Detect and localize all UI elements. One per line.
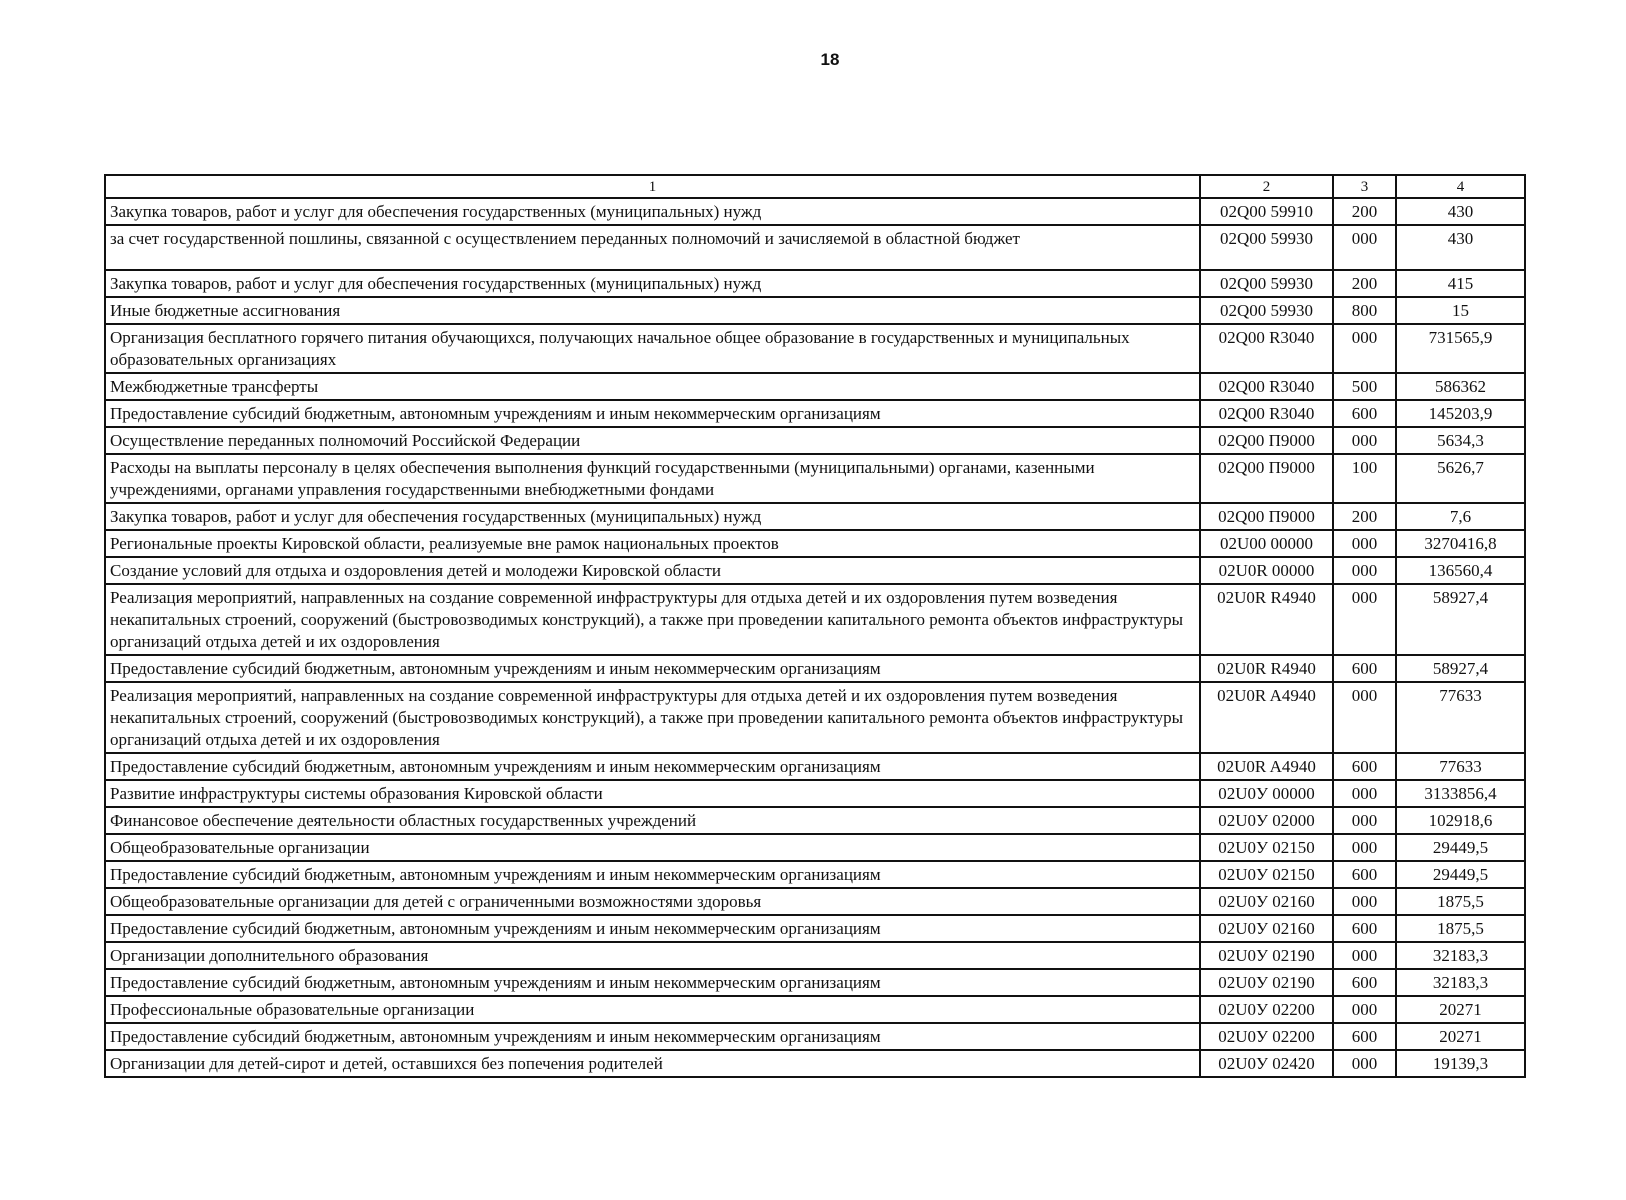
row-code-cell: 02Q00 59930 <box>1200 225 1333 270</box>
row-amount-cell: 3133856,4 <box>1396 780 1525 807</box>
row-code-cell: 02Q00 R3040 <box>1200 373 1333 400</box>
row-type-cell: 000 <box>1333 888 1396 915</box>
row-name-cell: Реализация мероприятий, направленных на создание современной инфраструктуры для отдыха детей и их оздоровления путем возведения некапитальных строений, сооружений (быстровозводимых конструкций), а также при проведении капитального ремонта объектов инфраструктуры организаций отдыха детей и их оздоровления <box>105 682 1200 753</box>
row-amount-cell: 20271 <box>1396 996 1525 1023</box>
row-name-cell: Реализация мероприятий, направленных на создание современной инфраструктуры для отдыха детей и их оздоровления путем возведения некапитальных строений, сооружений (быстровозводимых конструкций), а также при проведении капитального ремонта объектов инфраструктуры организаций отдыха детей и их оздоровления <box>105 584 1200 655</box>
row-name-cell: Иные бюджетные ассигнования <box>105 297 1200 324</box>
table-row <box>105 270 1525 297</box>
row-type-cell: 600 <box>1333 655 1396 682</box>
row-name-cell: Предоставление субсидий бюджетным, автономным учреждениям и иным некоммерческим организациям <box>105 915 1200 942</box>
row-type-cell: 000 <box>1333 584 1396 655</box>
row-code-cell: 02U0R A4940 <box>1200 682 1333 753</box>
table-row <box>105 297 1525 324</box>
table-row <box>105 1050 1525 1077</box>
row-name-cell: Предоставление субсидий бюджетным, автономным учреждениям и иным некоммерческим организациям <box>105 1023 1200 1050</box>
table-row <box>105 557 1525 584</box>
row-code-cell: 02Q00 R3040 <box>1200 324 1333 373</box>
table-body <box>105 198 1525 1077</box>
row-code-cell: 02U0R 00000 <box>1200 557 1333 584</box>
row-code-cell: 02Q00 59930 <box>1200 270 1333 297</box>
table-row <box>105 503 1525 530</box>
column-header-1: 1 <box>105 175 1200 198</box>
row-code-cell: 02U0R R4940 <box>1200 584 1333 655</box>
row-name-cell: Закупка товаров, работ и услуг для обеспечения государственных (муниципальных) нужд <box>105 270 1200 297</box>
table-row <box>105 373 1525 400</box>
row-name-cell: за счет государственной пошлины, связанной с осуществлением переданных полномочий и зачисляемой в областной бюджет <box>105 225 1200 270</box>
row-type-cell: 600 <box>1333 1023 1396 1050</box>
row-name-cell: Развитие инфраструктуры системы образования Кировской области <box>105 780 1200 807</box>
row-type-cell: 000 <box>1333 225 1396 270</box>
row-code-cell: 02U0У 02200 <box>1200 1023 1333 1050</box>
row-code-cell: 02U0У 02200 <box>1200 996 1333 1023</box>
row-code-cell: 02U0У 02150 <box>1200 834 1333 861</box>
table-row <box>105 915 1525 942</box>
row-name-cell: Организации для детей-сирот и детей, оставшихся без попечения родителей <box>105 1050 1200 1077</box>
page-number: 18 <box>820 50 840 69</box>
row-type-cell: 600 <box>1333 915 1396 942</box>
row-name-cell: Осуществление переданных полномочий Российской Федерации <box>105 427 1200 454</box>
row-code-cell: 02U0У 02160 <box>1200 915 1333 942</box>
row-type-cell: 600 <box>1333 753 1396 780</box>
row-code-cell: 02Q00 59910 <box>1200 198 1333 225</box>
table-row <box>105 454 1525 503</box>
row-name-cell: Межбюджетные трансферты <box>105 373 1200 400</box>
row-type-cell: 200 <box>1333 198 1396 225</box>
row-amount-cell: 145203,9 <box>1396 400 1525 427</box>
row-amount-cell: 20271 <box>1396 1023 1525 1050</box>
row-name-cell: Организации дополнительного образования <box>105 942 1200 969</box>
row-code-cell: 02Q00 59930 <box>1200 297 1333 324</box>
table-row <box>105 324 1525 373</box>
row-name-cell: Предоставление субсидий бюджетным, автономным учреждениям и иным некоммерческим организациям <box>105 753 1200 780</box>
table-row <box>105 427 1525 454</box>
row-amount-cell: 15 <box>1396 297 1525 324</box>
column-header-2: 2 <box>1200 175 1333 198</box>
row-amount-cell: 731565,9 <box>1396 324 1525 373</box>
row-name-cell: Расходы на выплаты персоналу в целях обеспечения выполнения функций государственными (муниципальными) органами, казенными учреждениями, органами управления государственными внебюджетными фондами <box>105 454 1200 503</box>
row-type-cell: 000 <box>1333 996 1396 1023</box>
row-amount-cell: 77633 <box>1396 753 1525 780</box>
row-type-cell: 000 <box>1333 807 1396 834</box>
row-amount-cell: 586362 <box>1396 373 1525 400</box>
row-type-cell: 000 <box>1333 780 1396 807</box>
row-amount-cell: 32183,3 <box>1396 942 1525 969</box>
row-amount-cell: 77633 <box>1396 682 1525 753</box>
row-code-cell: 02Q00 П9000 <box>1200 427 1333 454</box>
table-row <box>105 969 1525 996</box>
row-amount-cell: 1875,5 <box>1396 888 1525 915</box>
row-name-cell: Предоставление субсидий бюджетным, автономным учреждениям и иным некоммерческим организациям <box>105 655 1200 682</box>
row-name-cell: Профессиональные образовательные организации <box>105 996 1200 1023</box>
row-amount-cell: 58927,4 <box>1396 655 1525 682</box>
row-amount-cell: 32183,3 <box>1396 969 1525 996</box>
table-row <box>105 753 1525 780</box>
table-row <box>105 530 1525 557</box>
row-type-cell: 000 <box>1333 834 1396 861</box>
table-row <box>105 834 1525 861</box>
row-name-cell: Региональные проекты Кировской области, реализуемые вне рамок национальных проектов <box>105 530 1200 557</box>
row-amount-cell: 5626,7 <box>1396 454 1525 503</box>
row-code-cell: 02U0У 00000 <box>1200 780 1333 807</box>
row-name-cell: Общеобразовательные организации <box>105 834 1200 861</box>
table-header-row <box>105 175 1525 198</box>
row-type-cell: 000 <box>1333 427 1396 454</box>
row-type-cell: 200 <box>1333 270 1396 297</box>
row-amount-cell: 19139,3 <box>1396 1050 1525 1077</box>
table-row <box>105 807 1525 834</box>
row-code-cell: 02U0У 02190 <box>1200 969 1333 996</box>
row-amount-cell: 58927,4 <box>1396 584 1525 655</box>
budget-table <box>104 174 1526 1078</box>
row-code-cell: 02Q00 П9000 <box>1200 454 1333 503</box>
table-row <box>105 400 1525 427</box>
row-amount-cell: 136560,4 <box>1396 557 1525 584</box>
row-code-cell: 02U0У 02150 <box>1200 861 1333 888</box>
row-amount-cell: 415 <box>1396 270 1525 297</box>
table-row <box>105 225 1525 270</box>
row-type-cell: 100 <box>1333 454 1396 503</box>
row-amount-cell: 7,6 <box>1396 503 1525 530</box>
row-amount-cell: 430 <box>1396 198 1525 225</box>
row-code-cell: 02U0У 02420 <box>1200 1050 1333 1077</box>
row-amount-cell: 430 <box>1396 225 1525 270</box>
row-type-cell: 800 <box>1333 297 1396 324</box>
row-type-cell: 000 <box>1333 557 1396 584</box>
row-name-cell: Предоставление субсидий бюджетным, автономным учреждениям и иным некоммерческим организациям <box>105 969 1200 996</box>
table-row <box>105 942 1525 969</box>
row-name-cell: Закупка товаров, работ и услуг для обеспечения государственных (муниципальных) нужд <box>105 198 1200 225</box>
row-amount-cell: 102918,6 <box>1396 807 1525 834</box>
table-row <box>105 584 1525 655</box>
table-row <box>105 996 1525 1023</box>
row-amount-cell: 29449,5 <box>1396 834 1525 861</box>
row-type-cell: 000 <box>1333 1050 1396 1077</box>
row-code-cell: 02Q00 П9000 <box>1200 503 1333 530</box>
row-code-cell: 02U0У 02000 <box>1200 807 1333 834</box>
row-name-cell: Финансовое обеспечение деятельности областных государственных учреждений <box>105 807 1200 834</box>
row-type-cell: 000 <box>1333 942 1396 969</box>
table-row <box>105 780 1525 807</box>
row-name-cell: Предоставление субсидий бюджетным, автономным учреждениям и иным некоммерческим организациям <box>105 861 1200 888</box>
row-code-cell: 02U0R R4940 <box>1200 655 1333 682</box>
table-row <box>105 1023 1525 1050</box>
row-code-cell: 02U0У 02160 <box>1200 888 1333 915</box>
row-type-cell: 000 <box>1333 324 1396 373</box>
row-amount-cell: 5634,3 <box>1396 427 1525 454</box>
row-amount-cell: 1875,5 <box>1396 915 1525 942</box>
row-type-cell: 600 <box>1333 400 1396 427</box>
row-code-cell: 02Q00 R3040 <box>1200 400 1333 427</box>
row-type-cell: 000 <box>1333 530 1396 557</box>
table-row <box>105 655 1525 682</box>
row-type-cell: 200 <box>1333 503 1396 530</box>
row-code-cell: 02U00 00000 <box>1200 530 1333 557</box>
table-row <box>105 861 1525 888</box>
row-amount-cell: 3270416,8 <box>1396 530 1525 557</box>
row-type-cell: 500 <box>1333 373 1396 400</box>
row-name-cell: Предоставление субсидий бюджетным, автономным учреждениям и иным некоммерческим организациям <box>105 400 1200 427</box>
table-row <box>105 198 1525 225</box>
row-code-cell: 02U0R A4940 <box>1200 753 1333 780</box>
row-name-cell: Создание условий для отдыха и оздоровления детей и молодежи Кировской области <box>105 557 1200 584</box>
row-amount-cell: 29449,5 <box>1396 861 1525 888</box>
table-row <box>105 682 1525 753</box>
row-code-cell: 02U0У 02190 <box>1200 942 1333 969</box>
column-header-3: 3 <box>1333 175 1396 198</box>
row-type-cell: 000 <box>1333 682 1396 753</box>
row-type-cell: 600 <box>1333 969 1396 996</box>
column-header-4: 4 <box>1396 175 1525 198</box>
row-name-cell: Организация бесплатного горячего питания обучающихся, получающих начальное общее образование в государственных и муниципальных образовательных организациях <box>105 324 1200 373</box>
row-name-cell: Закупка товаров, работ и услуг для обеспечения государственных (муниципальных) нужд <box>105 503 1200 530</box>
row-type-cell: 600 <box>1333 861 1396 888</box>
row-name-cell: Общеобразовательные организации для детей с ограниченными возможностями здоровья <box>105 888 1200 915</box>
table-row <box>105 888 1525 915</box>
